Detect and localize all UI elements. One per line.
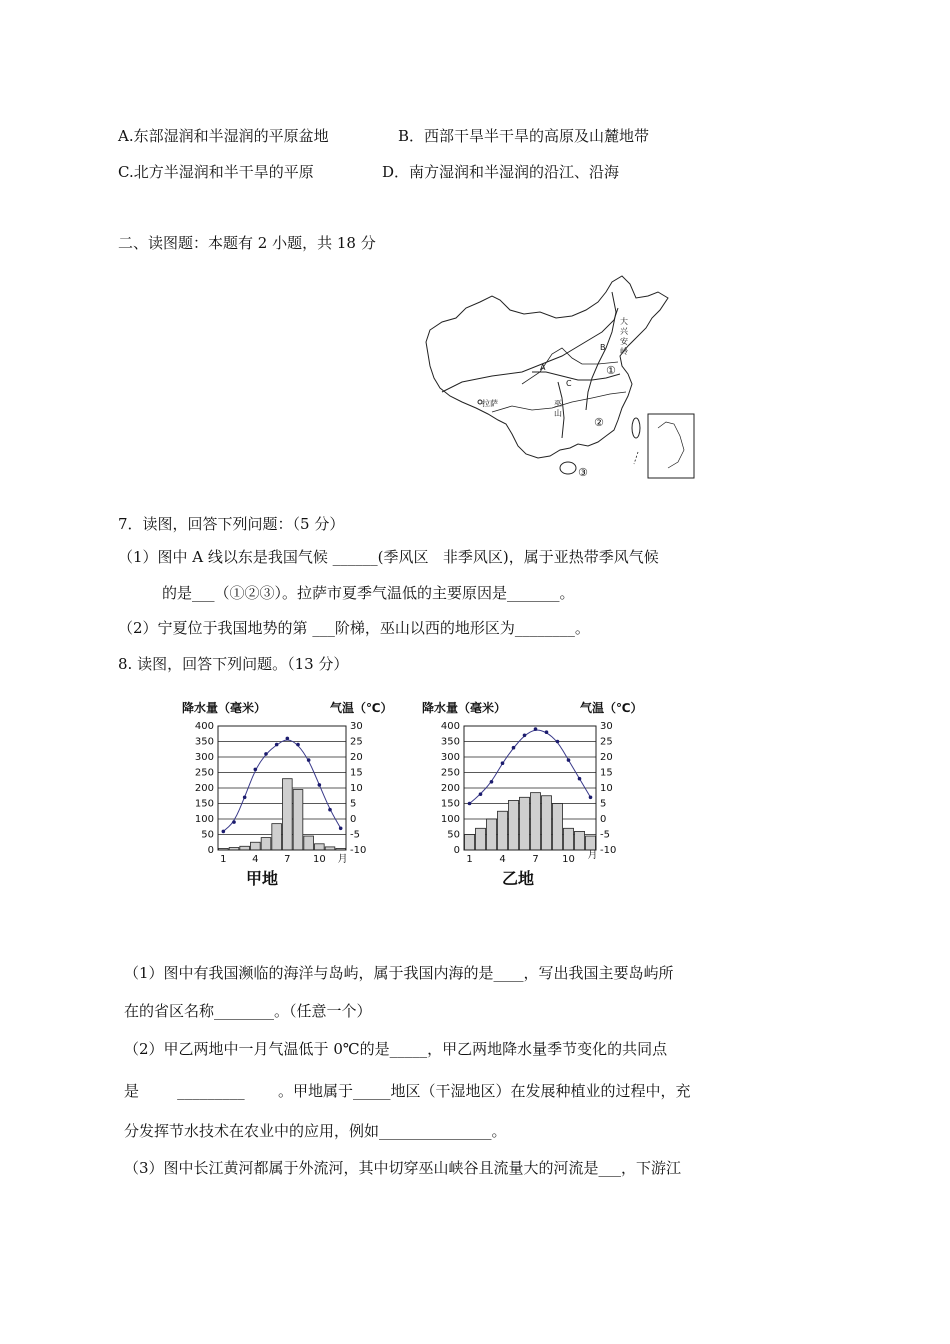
jia-precip-bar <box>304 836 314 850</box>
yi-precip-bar <box>465 835 475 851</box>
yi-precip-tick: 100 <box>440 814 460 825</box>
jia-precip-tick: 250 <box>194 767 214 779</box>
yi-temp-point <box>589 796 593 800</box>
jia-temp-point <box>275 743 279 747</box>
q8-part1-line2: 在的省区名称________。（任意一个） <box>124 1002 372 1020</box>
q7-title: 7．读图，回答下列问题：（5 分） <box>118 515 345 533</box>
yi-temp-point <box>512 746 516 750</box>
map-label-2: ② <box>594 416 604 429</box>
yi-precip-bar <box>520 797 530 850</box>
china-map <box>422 272 712 482</box>
map-label-lhasa: 拉萨 <box>482 399 498 408</box>
yi-month-tick: 7 <box>532 854 539 865</box>
yi-right-axis-label: 气温（℃） <box>580 701 643 715</box>
yi-precip-bar <box>498 811 508 850</box>
map-label-b: B <box>600 343 606 352</box>
yi-precip-bar <box>553 804 563 851</box>
option-c: C.北方半湿润和半干旱的平原 <box>118 163 314 181</box>
jia-precip-tick: 200 <box>194 783 214 794</box>
yi-temp-tick: 15 <box>600 767 613 779</box>
q8-part2-line1: （2）甲乙两地中一月气温低于 0℃的是_____，甲乙两地降水量季节变化的共同点 <box>124 1040 668 1058</box>
yi-precip-tick: 400 <box>440 721 460 732</box>
option-b: B．西部干旱半干旱的高原及山麓地带 <box>398 127 650 145</box>
jia-temp-point <box>232 820 236 824</box>
map-label-daxinganling-4: 岭 <box>620 347 628 356</box>
yi-precip-bar <box>586 836 596 850</box>
yi-precip-tick: 300 <box>440 752 460 763</box>
yi-temp-tick: 25 <box>600 736 613 748</box>
q7-part1-line2: 的是___（①②③）。拉萨市夏季气温低的主要原因是_______。 <box>162 584 575 602</box>
jia-temp-point <box>222 830 226 834</box>
yi-precip-bar <box>575 831 585 850</box>
yi-temp-tick: -10 <box>600 845 617 856</box>
jia-temp-point <box>318 783 322 787</box>
jia-precip-tick: 300 <box>194 752 214 763</box>
yi-precip-bar <box>509 800 519 850</box>
yi-temp-tick: 30 <box>600 721 613 732</box>
q8-part1-line1: （1）图中有我国濒临的海洋与岛屿，属于我国内海的是____，写出我国主要岛屿所 <box>124 964 674 982</box>
jia-temp-tick: 0 <box>350 814 357 825</box>
climate-chart-jia <box>180 698 393 898</box>
yi-chart-title: 乙地 <box>502 869 535 888</box>
jia-month-tick: 1 <box>220 854 227 865</box>
yi-temp-point <box>490 780 494 784</box>
yi-month-tick: 1 <box>466 854 473 865</box>
jia-temp-tick: 10 <box>350 783 363 794</box>
jia-precip-tick: 150 <box>194 798 214 810</box>
yi-precip-bar <box>564 828 574 850</box>
jia-right-axis-label: 气温（℃） <box>330 701 393 715</box>
jia-temp-line <box>223 740 340 831</box>
map-label-daxinganling-2: 兴 <box>620 327 628 336</box>
jia-precip-tick: 400 <box>194 721 214 732</box>
jia-temp-point <box>243 796 247 800</box>
yi-precip-bar <box>487 819 497 850</box>
yi-precip-bar <box>542 796 552 850</box>
option-a: A.东部湿润和半湿润的平原盆地 <box>118 127 329 145</box>
jia-temp-tick: 25 <box>350 736 363 748</box>
yi-precip-tick: 350 <box>440 736 460 748</box>
jia-temp-tick: 5 <box>350 798 357 810</box>
jia-precip-tick: 100 <box>194 814 214 825</box>
yi-temp-tick: 5 <box>600 798 607 810</box>
jia-precip-bar <box>251 842 261 850</box>
yi-temp-point <box>479 792 483 796</box>
map-label-wushan-1: 巫 <box>554 399 562 408</box>
map-label-3: ③ <box>578 466 588 479</box>
map-label-a: A <box>540 363 546 372</box>
yi-month-tick: 4 <box>499 854 506 865</box>
q8-part2-line3: 分发挥节水技术在农业中的应用，例如_______________。 <box>124 1122 507 1140</box>
map-label-daxinganling-1: 大 <box>620 317 628 326</box>
yi-precip-tick: 150 <box>440 798 460 810</box>
q7-part1-line1: （1）图中 A 线以东是我国气候 ______(季风区 非季风区)，属于亚热带季风气候 <box>118 548 659 566</box>
yi-temp-point <box>545 730 549 734</box>
map-label-wushan-2: 山 <box>554 409 562 418</box>
jia-precip-bar <box>283 779 293 850</box>
jia-left-axis-label: 降水量（毫米） <box>182 701 267 715</box>
yi-temp-point <box>556 740 560 744</box>
q8-title: 8. 读图，回答下列问题。（13 分） <box>118 655 349 673</box>
yi-temp-tick: 0 <box>600 814 607 825</box>
section-title: 二、读图题：本题有 2 小题，共 18 分 <box>118 234 376 252</box>
jia-temp-point <box>286 737 290 741</box>
q8-part2-line2: 是 _________ 。甲地属于_____地区（干湿地区）在发展种植业的过程中，充 <box>124 1082 691 1100</box>
yi-precip-tick: 50 <box>447 829 460 841</box>
jia-precip-bar <box>315 844 325 850</box>
jia-temp-tick: 30 <box>350 721 363 732</box>
yi-precip-tick: 200 <box>440 783 460 794</box>
jia-temp-tick: -10 <box>350 845 367 856</box>
jia-temp-tick: -5 <box>350 829 360 841</box>
jia-month-tick: 月 <box>337 854 348 865</box>
jia-temp-point <box>264 752 268 756</box>
yi-precip-tick: 250 <box>440 767 460 779</box>
yi-temp-point <box>567 758 571 762</box>
yi-left-axis-label: 降水量（毫米） <box>422 701 507 715</box>
hainan <box>560 462 576 474</box>
jia-month-tick: 4 <box>252 854 259 865</box>
q7-part2: （2）宁夏位于我国地势的第 ___阶梯，巫山以西的地形区为________。 <box>118 619 590 637</box>
jia-temp-tick: 15 <box>350 767 363 779</box>
yi-precip-tick: 0 <box>453 845 460 856</box>
taiwan <box>632 418 640 438</box>
jia-month-tick: 7 <box>284 854 291 865</box>
yi-temp-point <box>534 727 538 731</box>
climate-chart-yi <box>420 698 643 898</box>
jia-temp-point <box>328 808 332 812</box>
jia-precip-bar <box>261 838 271 850</box>
china-map-drawing <box>422 272 712 482</box>
yi-temp-tick: 20 <box>600 752 613 763</box>
map-label-c: C <box>566 379 572 388</box>
jia-precip-bar <box>240 846 250 850</box>
jia-precip-bar <box>272 824 282 850</box>
jia-precip-tick: 0 <box>207 845 214 856</box>
jia-precip-tick: 350 <box>194 736 214 748</box>
yi-month-tick: 月 <box>587 850 598 861</box>
jia-precip-bar <box>293 790 303 850</box>
jia-chart-title: 甲地 <box>246 869 279 888</box>
climate-chart-yi-svg <box>420 698 643 898</box>
yi-temp-tick: 10 <box>600 783 613 794</box>
jia-temp-point <box>339 827 343 831</box>
yi-precip-bar <box>531 793 541 850</box>
option-d: D．南方湿润和半湿润的沿江、沿海 <box>382 163 620 181</box>
climate-chart-jia-svg <box>180 698 393 898</box>
q8-part3-line1: （3）图中长江黄河都属于外流河，其中切穿巫山峡谷且流量大的河流是___，下游江 <box>124 1159 682 1177</box>
jia-temp-tick: 20 <box>350 752 363 763</box>
jia-month-tick: 10 <box>312 854 326 865</box>
jia-temp-point <box>296 743 300 747</box>
jia-temp-point <box>254 768 258 772</box>
jia-precip-tick: 50 <box>201 829 214 841</box>
yi-temp-point <box>523 734 527 738</box>
yi-temp-tick: -5 <box>600 829 610 841</box>
yi-precip-bar <box>476 828 486 850</box>
yi-temp-point <box>578 777 582 781</box>
yi-month-tick: 10 <box>562 854 575 865</box>
map-label-1: ① <box>606 364 616 377</box>
yi-temp-point <box>501 761 505 765</box>
map-label-daxinganling-3: 安 <box>620 337 628 346</box>
jia-temp-point <box>307 758 311 762</box>
yi-temp-point <box>468 802 472 806</box>
